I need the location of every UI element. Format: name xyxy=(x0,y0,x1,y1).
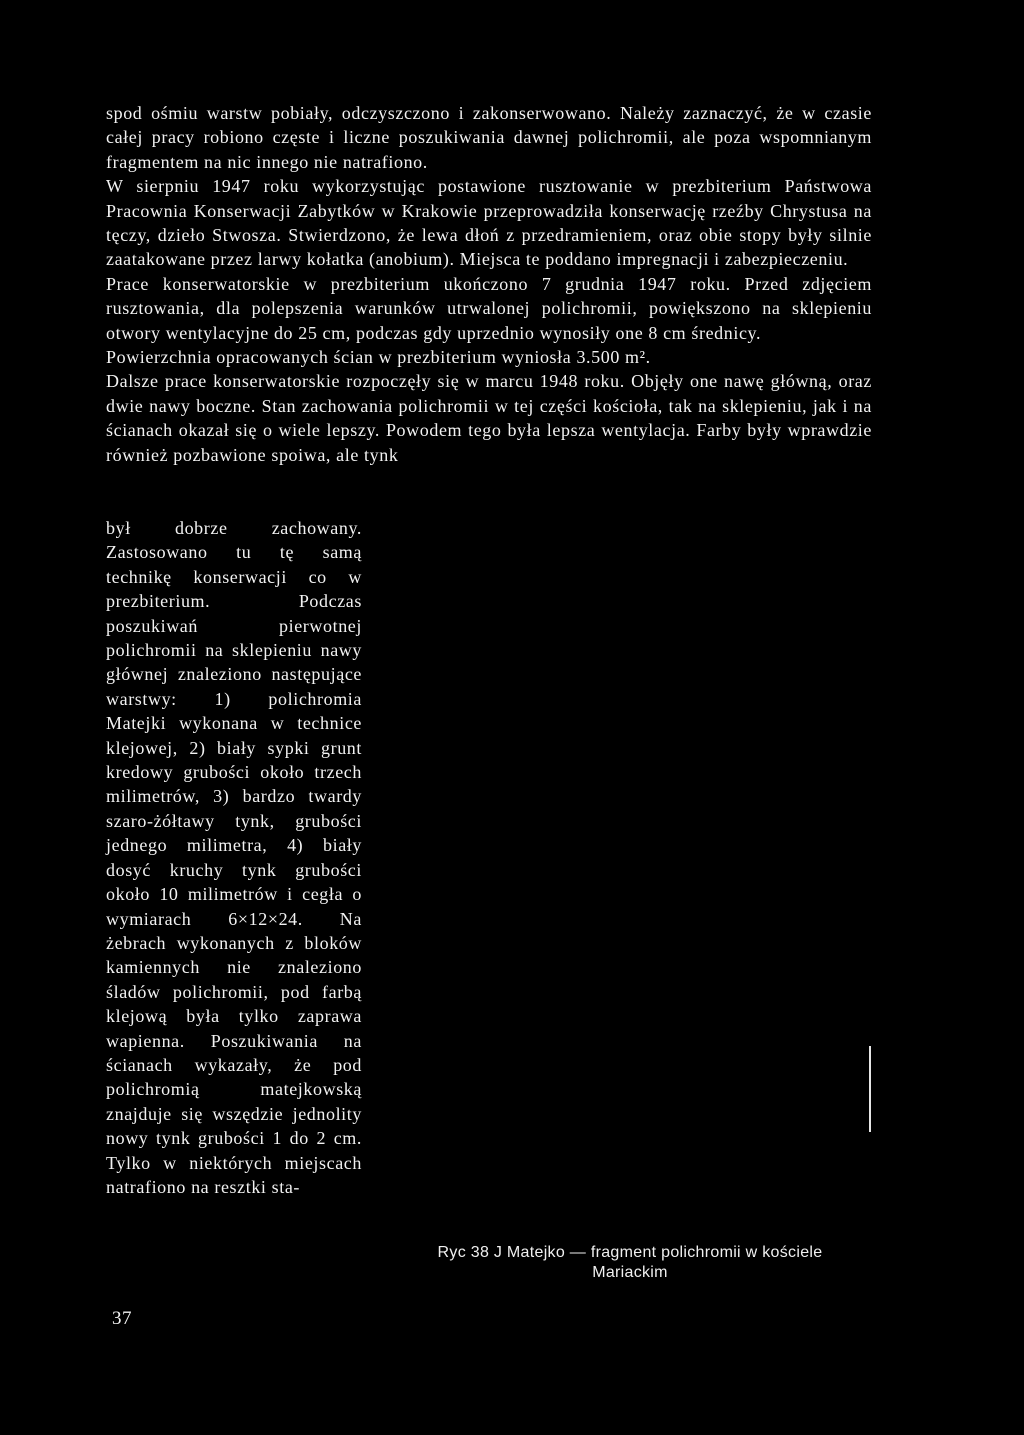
paragraph-3: Prace konserwatorskie w prezbiterium ukończono 7 grudnia 1947 roku. Przed zdjęciem rusztowania, dla polepszenia warunków utrwalonej polichromii, powiększono na sklepieniu otwory wentylacyjne do 25 cm, podczas gdy uprzednio wynosiły one 8 cm średnicy. xyxy=(106,273,872,343)
paragraph-1: spod ośmiu warstw pobiały, odczyszczono i zakonserwowano. Należy zaznaczyć, że w czasie całej pracy robiono częste i liczne poszukiwania dawnej polichromii, ale poza wspomnianym fragmentem na nic innego nie natrafiono. xyxy=(106,103,872,172)
figure-image xyxy=(384,516,872,1232)
full-width-text-block xyxy=(106,101,872,467)
paragraph-5: Dalsze prace konserwatorskie rozpoczęły się w marcu 1948 roku. Objęły one nawę główną, oraz dwie nawy boczne. Stan zachowania polichromii w tej części kościoła, tak na sklepieniu, jak i na ścianach okazał się o wiele lepszy. Powodem tego była lepsza wentylacja. Farby były wprawdzie również pozbawione spoiwa, ale tynk xyxy=(106,371,872,465)
caption-line-1: Ryc 38 J Matejko — fragment polichromii w kościele xyxy=(437,1244,823,1261)
figure-caption xyxy=(380,1243,880,1283)
paragraph-4: Powierzchnia opracowanych ścian w prezbiterium wyniosła 3.500 m². xyxy=(106,347,651,368)
narrow-column-text: był dobrze zachowany. Zastosowano tu tę samą technikę konserwacji co w prezbiterium. Podczas poszukiwań pierwotnej polichromii na sklepieniu nawy głównej znaleziono następujące warstwy: 1) polichromia Matejki wykonana w technice klejowej, 2) biały sypki grunt kredowy grubości około trzech milimetrów, 3) bardzo twardy szaro-żółtawy tynk, grubości jednego milimetra, 4) biały dosyć kruchy tynk grubości około 10 milimetrów i cegła o wymiarach 6×12×24. Na żebrach wykonanych z bloków kamiennych nie znaleziono śladów polichromii, pod farbą klejową była tylko zaprawa wapienna. Poszukiwania na ścianach wykazały, że pod polichromią matejkowską znajduje się wszędzie jednolity nowy tynk grubości 1 do 2 cm. Tylko w niektórych miejscach natrafiono na resztki sta- xyxy=(106,518,362,1197)
caption-line-2: Mariackim xyxy=(592,1264,668,1281)
page-number: 37 xyxy=(112,1308,132,1329)
figure-edge-line xyxy=(869,1046,871,1132)
paragraph-2: W sierpniu 1947 roku wykorzystując postawione rusztowanie w prezbiterium Państwowa Pracownia Konserwacji Zabytków w Krakowie przeprowadziła konserwację rzeźby Chrystusa na tęczy, dzieło Stwosza. Stwierdzono, że lewa dłoń z przedramieniem, oraz obie stopy były silnie zaatakowane przez larwy kołatka (anobium). Miejsca te poddano impregnacji i zabezpieczeniu. xyxy=(106,176,872,270)
